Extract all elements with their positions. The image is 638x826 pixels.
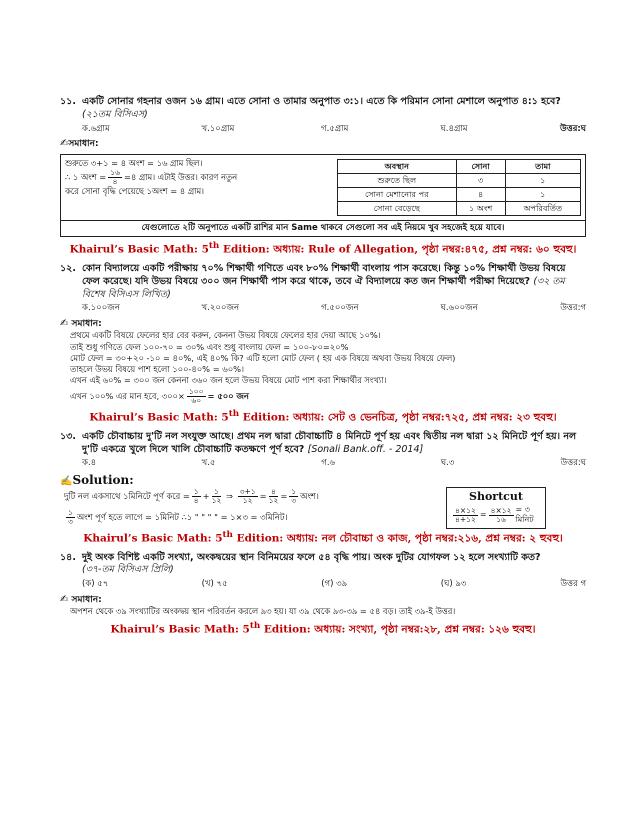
option-d: ঘ.৩ [440, 458, 455, 469]
question-number: ১১. [60, 96, 76, 107]
book-reference: Khairul’s Basic Math: 5th Edition: অধ্যায়: Rule of Allegation, পৃষ্ঠা নম্বর:৪৭৫, প্রশ্ন নম্বর: ৬০ হুবহু। [69, 241, 577, 256]
book-reference: Khairul’s Basic Math: 5th Edition: অধ্যায়: নল চৌবাচ্চা ও কাজ, পৃষ্ঠা নম্বর:২১৬, প্রশ্ন নম্বর: ২ হুবহু। [83, 529, 563, 545]
question-text: একটি সোনার গহনার ওজন ১৬ গ্রাম। এতে সোনা ও তামার অনুপাত ৩:১। এতে কি পরিমান সোনা মেশালে অনুপাত ৪:১ হবে? [82, 96, 561, 107]
ratio-table [337, 159, 581, 216]
pen-icon: ✍ [60, 593, 69, 605]
table-row: শুরুতে ছিল ৩ ১ [338, 173, 581, 187]
question-source: (৩৭-তম বিসিএস প্রিলি) [82, 564, 174, 576]
solution-heading: ✍ সমাধান: [60, 317, 102, 329]
shortcut-title: Shortcut [469, 489, 523, 503]
option-c: (গ) ৩৯ [321, 579, 348, 590]
solution-heading: ✍Solution: [60, 472, 134, 487]
question-text: দুই অংক বিশিষ্ট একটি সংখ্যা, অংকদ্বয়ের স্থান বিনিময়ের ফলে ৫৪ বৃদ্ধি পায়। অংক দুটির যোগফল ১২ হলে সংখ্যাটি কত? [82, 551, 541, 563]
question-source: (৩২ তম বিশেষ বিসিএস লিখিত) [82, 275, 565, 300]
solution-explanation: শুরুতে ৩+১ = ৪ অংশ = ১৬ গ্রাম ছিল। ∴ ১ অংশ = $\frac{১৬}{৪}$ =৪ গ্রাম। এটাই উত্তর। কারণ নতুন করে সোনা বৃদ্ধি পেয়েছে ১অংশ = ৪ গ্রাম। [65, 157, 238, 196]
option-d: (ঘ) ৯৩ [440, 579, 467, 590]
question-14 [60, 552, 586, 637]
option-d: ঘ.৬০০জন [440, 303, 478, 314]
therefore-symbol: ∴ [65, 171, 71, 182]
option-d: ঘ.৪গ্রাম [440, 123, 468, 134]
option-b: খ.২০০জন [201, 303, 240, 314]
question-12 [60, 263, 586, 425]
option-b: (খ) ৭৫ [201, 579, 228, 590]
options-row [60, 124, 586, 135]
pen-icon: ✍ [60, 138, 69, 150]
book-reference: Khairul’s Basic Math: 5th Edition: অধ্যায়: সংখ্যা, পৃষ্ঠা নম্বর:২৮, প্রশ্ন নম্বর: ১২৬ হুবহু। [110, 621, 536, 636]
question-11 [60, 96, 586, 257]
solution-heading: ✍ সমাধান: [60, 593, 102, 605]
table-row: সোনা মেশানোর পর ৪ ১ [338, 187, 581, 201]
shortcut-box: Shortcut $\frac{৪\times ১২}{৪+১২}$ = $\frac{৪\times ১২}{১৬}$ = ৩ মিনিট [446, 487, 546, 529]
question-text: কোন বিদ্যালয়ে একটি পরীক্ষায় ৭০% শিক্ষার্থী গণিতে এবং ৮০% শিক্ষার্থী বাংলায় পাস করেছে। কিন্তু ১০% শিক্ষার্থী উভয় বিষয়ে ফেল করেছে। যদি উভয় বিষয়ে ৩০০ জন শিক্ষার্থী পাস করে থাকে, তবে ঐ বিদ্যালয়ে কত জন শিক্ষার্থী পরীক্ষা দিয়েছে? [82, 262, 566, 287]
solution-line: দুটি নল একসাথে ১মিনিটে পূর্ণ করে = $\frac{১}{৪}$ + $\frac{১}{১২}$ ⇒ $\frac{৩+১}{১২}$ = $\frac{৪}{১২}$ = $\frac{১}{৩}$ অংশ। [64, 487, 319, 506]
fraction: $\frac{১০০}{৬০}$ [188, 387, 204, 406]
solution-line: তাহলে উভয় বিষয়ে পাশ হলো ১০০-৪০% = ৬০%। [70, 363, 244, 374]
option-c: গ.৫গ্রাম [321, 123, 349, 134]
fraction: $\frac{১৬}{৪}$ [110, 167, 120, 186]
pen-icon: ✍ [60, 475, 73, 487]
solution-note: যেগুলোতে ২টি অনুপাতে একটি রাশির মান Same থাকবে সেগুলো সব এই নিয়মে খুব সহজেই হয়ে যাবে। [61, 220, 585, 236]
option-b: খ.৫ [201, 458, 216, 469]
option-a: ক.৬গ্রাম [82, 123, 110, 134]
options-row [60, 458, 586, 469]
question-text: একটি চৌবাচ্চায় দু'টি নল সংযুক্ত আছে। প্রথম নল দ্বারা চৌবাচ্চাটি ৪ মিনিটে পূর্ণ হয় এবং দ্বিতীয় নল দ্বারা ১২ মিনিটে পূর্ণ হয়। নল দু'টি একত্রে খুলে দিলে খালি চৌবাচ্চাটি কতক্ষণে পূর্ণ হবে? [82, 430, 577, 455]
question-13 [60, 431, 586, 546]
answer-label: উত্তর:গ [560, 303, 586, 314]
question-number: ১২. [60, 262, 76, 274]
solution-line: প্রথমে একটি বিষয়ে ফেলের হার বের করুন, কেননা উভয় বিষয়ে ফেলের হার দেয়া আছে ১০%। [70, 330, 381, 341]
option-c: গ.৬ [321, 458, 336, 469]
solution-final-line: এখন ১০০% এর মান হবে, ৩০০× $\frac{১০০}{৬০}$ = ৫০০ জন [70, 387, 249, 406]
option-c: গ.৫০০জন [321, 303, 359, 314]
pen-icon: ✍ [60, 317, 69, 329]
solution-line: অপশন থেকে ৩৯ সংখ্যাটির অংকদ্বয় স্থান পরিবর্তন করলে ৯৩ হয়। যা ৩৯ থেকে ৯৩-৩৯ = ৫৪ বড়। তাই ৩৯-ই উত্তর। [70, 606, 456, 617]
question-number: ১৩. [60, 430, 76, 442]
table-header-row: অবস্থান সোনা তামা [338, 159, 581, 173]
question-number: ১৪. [60, 551, 76, 563]
solution-line: মোট ফেল = ৩০+২০ -১০ = ৪০%, এই ৪০% কি? এটি হলো মোট ফেল ( হয় এক বিষয়ে অথবা উভয় বিষয়ে ফেল) [70, 352, 456, 363]
solution-box [60, 154, 586, 238]
option-a: ক.৪ [82, 458, 97, 469]
option-a: (ক) ৫৭ [82, 579, 109, 590]
answer-label: উত্তর গ [560, 579, 587, 590]
options-row [60, 303, 586, 314]
option-b: খ.১০গ্রাম [201, 123, 235, 134]
table-row: সোনা বেড়েছে ১ অংশ অপরিবর্তিত [338, 201, 581, 215]
question-source: [Sonali Bank.off. - 2014] [307, 443, 424, 455]
solution-line: এখন এই ৬০% = ৩০০ জন কেননা ৩৬০ জন হলে উভয় বিষয়ে মোট পাশ করা শিক্ষার্থীর সংখ্যা। [70, 375, 387, 386]
options-row [60, 579, 586, 590]
answer-label: উত্তর:ঘ [560, 458, 586, 469]
solution-heading: ✍সমাধান: [60, 138, 99, 150]
solution-line: তাই শুধু গণিতে ফেল ১০০-৭০ = ৩০% এবং শুধু বাংলায় ফেল = ১০০-৮০=২০% [70, 341, 349, 352]
book-reference: Khairul’s Basic Math: 5th Edition: অধ্যায়: সেট ও ভেনচিত্র, পৃষ্ঠা নম্বর:৭২৫, প্রশ্ন নম্বর: ২৩ হুবহু। [89, 409, 557, 424]
answer-label: উত্তর:ঘ [560, 123, 587, 134]
question-source: (২১তম বিসিএস) [82, 108, 148, 120]
option-a: ক.১০০জন [82, 303, 120, 314]
solution-line: $\frac{১}{৩}$ অংশ পূর্ণ হতে লাগে = ১মিনিট ∴১ " " " " = ১×৩ = ৩মিনিট। [67, 508, 288, 526]
